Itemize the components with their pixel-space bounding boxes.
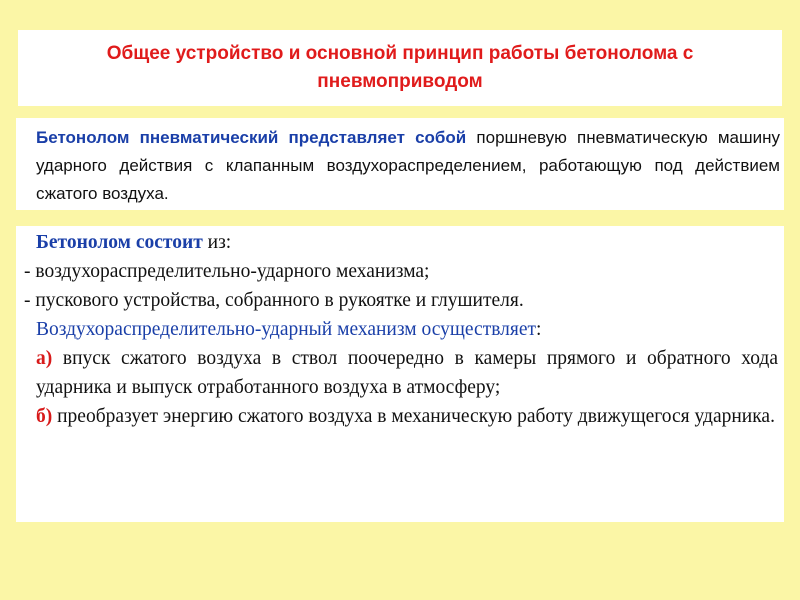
slide-title-line-2: пневмоприводом [317,71,483,92]
title-panel [18,30,782,106]
composition-heading [20,228,778,257]
point-marker: а) [36,348,53,369]
slide-title-line-1: Общее устройство и основной принцип работы бетонолома с [106,43,694,64]
mechanism-heading [20,315,778,344]
point-text: впуск сжатого воздуха в ствол поочередно в камеры прямого и обратного хода ударника и выпуск отработанного воздуха в атмосферу; [36,348,778,398]
details-panel [16,226,784,522]
mechanism-point-b [20,402,778,431]
intro-lead: Бетонолом пневматический представляет собой [36,128,467,147]
composition-item: - пускового устройства, собранного в рукоятке и глушителя. [24,290,524,311]
composition-item: - воздухораспределительно-ударного механизма; [24,261,430,282]
mechanism-heading-text: Воздухораспределительно-ударный механизм осуществляет [36,319,537,340]
point-text: преобразует энергию сжатого воздуха в механическую работу движущегося ударника. [52,406,775,427]
mechanism-heading-colon: : [536,319,542,340]
composition-heading-tail: из: [202,232,232,253]
intro-panel [16,118,784,210]
intro-text: поршневую пневматическую машину ударного действия с клапанным воздухораспределением, работающую под действием сжатого воздуха. [36,128,780,203]
mechanism-point-a [20,344,778,402]
intro-paragraph [20,124,780,208]
slide-title [30,40,770,96]
point-marker: б) [36,406,53,427]
composition-heading-bold: Бетонолом состоит [36,232,203,253]
